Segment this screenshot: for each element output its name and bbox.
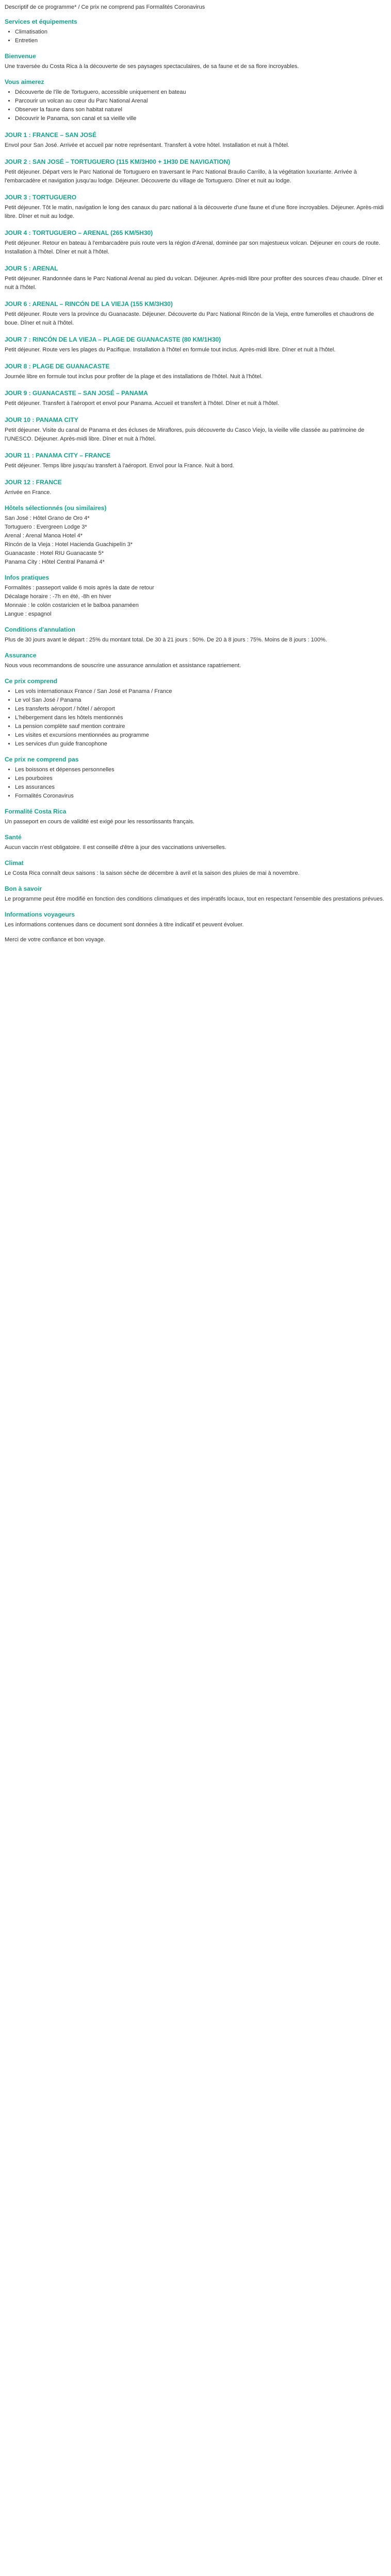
intro-line: Descriptif de ce programme* / Ce prix ne comprend pas Formalités Coronavirus	[5, 4, 205, 10]
day-title: JOUR 6 : ARENAL – RINCÓN DE LA VIEJA (155 KM/3H30)	[5, 300, 173, 308]
assurance-title: Assurance	[5, 652, 37, 659]
day-title: JOUR 1 : FRANCE – SAN JOSÉ	[5, 131, 97, 139]
non-inclus-list	[5, 766, 386, 801]
day-block	[5, 130, 386, 150]
hotels-title: Hôtels sélectionnés (ou similaires)	[5, 504, 107, 512]
services-heading: Services et équipements	[5, 18, 77, 25]
infos-block	[5, 573, 386, 619]
non-inclus-item: • Les boissons et dépenses personnelles	[15, 766, 386, 774]
day-text: Petit déjeuner. Tôt le matin, navigation le long des canaux du parc national à la découverte d'une faune et d'une flore incroyables. Déjeuner. Après-midi libre. Dîner et nuit au lodge.	[5, 205, 384, 219]
infos-title: Infos pratiques	[5, 574, 50, 581]
day-title: JOUR 8 : PLAGE DE GUANACASTE	[5, 363, 110, 370]
climat-text: Le Costa Rica connaît deux saisons : la saison sèche de décembre à avril et la saison des pluies de mai à novembre.	[5, 870, 300, 876]
conditions-block	[5, 625, 386, 645]
day-text: Petit déjeuner. Départ vers le Parc National de Tortuguero en traversant le Parc National Braulio Carrillo, à la végétation luxuriante. Arrivée à l'embarcadère et navigation jusqu'au lodge. Déjeuner. Découverte du village de Tortuguero. Dîner et nuit au lodge.	[5, 169, 357, 184]
vous-aimerez-list	[5, 88, 386, 123]
day-text: Journée libre en formule tout inclus pour profiter de la plage et des installations de l'hôtel. Nuit à l'hôtel.	[5, 374, 263, 380]
day-block	[5, 415, 386, 444]
day-text: Petit déjeuner. Route vers la province du Guanacaste. Déjeuner. Découverte du Parc National Rincón de la Vieja, entre fumerolles et chaudrons de boue. Dîner et nuit à l'hôtel.	[5, 311, 374, 326]
conditions-text: Plus de 30 jours avant le départ : 25% du montant total. De 30 à 21 jours : 50%. De 20 à 8 jours : 75%. Moins de 8 jours : 100%.	[5, 637, 327, 643]
day-title: JOUR 12 : FRANCE	[5, 479, 62, 486]
services-list	[5, 28, 386, 45]
inclus-title: Ce prix comprend	[5, 677, 58, 685]
day-text: Petit déjeuner. Route vers les plages du Pacifique. Installation à l'hôtel en formule tout inclus. Après-midi libre. Dîner et nuit à l'hôtel.	[5, 347, 336, 353]
day-title: JOUR 2 : SAN JOSÉ – TORTUGUERO (115 KM/3H00 + 1H30 DE NAVIGATION)	[5, 158, 231, 165]
vous-aimerez-title: Vous aimerez	[5, 78, 44, 86]
inclus-block	[5, 676, 386, 749]
hotel-item: Guanacaste : Hotel RIU Guanacaste 5*	[5, 550, 104, 556]
hotel-item: Rincón de la Vieja : Hotel Hacienda Guachipelín 3*	[5, 541, 133, 548]
hotel-item: Tortuguero : Evergreen Lodge 3*	[5, 524, 87, 530]
climat-title: Climat	[5, 859, 24, 867]
day-block	[5, 335, 386, 354]
conditions-title: Conditions d'annulation	[5, 626, 75, 633]
day-title: JOUR 4 : TORTUGUERO – ARENAL (265 KM/5H30)	[5, 229, 153, 236]
infos-item: Monnaie : le colón costaricien et le balboa panaméen	[5, 602, 139, 608]
hotel-item: San José : Hôtel Grano de Oro 4*	[5, 515, 90, 521]
vous-aimerez-item: • Parcourir un volcan au cœur du Parc National Arenal	[15, 97, 386, 106]
day-block	[5, 157, 386, 185]
day-block	[5, 478, 386, 497]
inclus-item: • L'hébergement dans les hôtels mentionnés	[15, 714, 386, 722]
day-block	[5, 193, 386, 221]
itinerary	[5, 130, 386, 497]
day-block	[5, 264, 386, 292]
day-text: Petit déjeuner. Transfert à l'aéroport et envol pour Panama. Accueil et transfert à l'hôtel. Dîner et nuit à l'hôtel.	[5, 400, 280, 406]
day-text: Petit déjeuner. Visite du canal de Panama et des écluses de Miraflores, puis découverte du Casco Viejo, la vieille ville classée au patrimoine de l'UNESCO. Déjeuner. Après-midi libre. Dîner et nuit à l'hôtel.	[5, 427, 365, 442]
sante-block	[5, 833, 386, 852]
assurance-block	[5, 651, 386, 670]
day-text: Petit déjeuner. Temps libre jusqu'au transfert à l'aéroport. Envol pour la France. Nuit à bord.	[5, 463, 234, 469]
vous-aimerez-item: • Découverte de l'île de Tortuguero, accessible uniquement en bateau	[15, 88, 386, 97]
day-block	[5, 299, 386, 328]
non-inclus-item: • Les assurances	[15, 783, 386, 792]
day-title: JOUR 3 : TORTUGUERO	[5, 194, 77, 201]
services-item: • Climatisation	[15, 28, 386, 37]
assurance-text: Nous vous recommandons de souscrire une assurance annulation et assistance rapatriement.	[5, 663, 241, 669]
formalite-text: Un passeport en cours de validité est exigé pour les ressortissants français.	[5, 819, 195, 825]
hotel-item: Panama City : Hôtel Central Panamá 4*	[5, 559, 105, 565]
info-voyage-title: Informations voyageurs	[5, 911, 75, 918]
hotel-item: Arenal : Arenal Manoa Hotel 4*	[5, 533, 83, 539]
bienvenue-block	[5, 52, 386, 71]
bienvenue-title: Bienvenue	[5, 53, 36, 60]
inclus-item: • Le vol San José / Panama	[15, 696, 386, 705]
page	[0, 0, 391, 958]
bon-savoir-title: Bon à savoir	[5, 885, 42, 892]
day-block	[5, 388, 386, 408]
non-inclus-item: • Les pourboires	[15, 774, 386, 783]
inclus-item: • La pension complète sauf mention contraire	[15, 722, 386, 731]
vous-aimerez-item: • Découvrir le Panama, son canal et sa vieille ville	[15, 114, 386, 123]
bon-savoir-text: Le programme peut être modifié en fonction des conditions climatiques et des impératifs locaux, tout en respectant l'ensemble des prestations prévues.	[5, 896, 384, 902]
info-voyage-text: Les informations contenues dans ce document sont données à titre indicatif et peuvent évoluer.	[5, 922, 244, 928]
day-text: Petit déjeuner. Retour en bateau à l'embarcadère puis route vers la région d'Arenal, dominée par son majestueux volcan. Déjeuner en cours de route. Installation à l'hôtel. Dîner et nuit à l'hôtel.	[5, 240, 381, 255]
non-inclus-item: • Formalités Coronavirus	[15, 792, 386, 801]
day-title: JOUR 11 : PANAMA CITY – FRANCE	[5, 452, 111, 459]
day-text: Envol pour San José. Arrivée et accueil par notre représentant. Transfert à votre hôtel. Installation et nuit à l'hôtel.	[5, 142, 289, 148]
services-item: • Entretien	[15, 37, 386, 45]
inclus-item: • Les services d'un guide francophone	[15, 740, 386, 749]
day-title: JOUR 5 : ARENAL	[5, 265, 58, 272]
infos-item: Langue : espagnol	[5, 611, 52, 617]
day-text: Arrivée en France.	[5, 489, 52, 496]
day-block	[5, 362, 386, 381]
infos-item: Formalités : passeport valide 6 mois après la date de retour	[5, 585, 154, 591]
climat-block	[5, 858, 386, 878]
formalite-title: Formalité Costa Rica	[5, 808, 67, 815]
bienvenue-text: Une traversée du Costa Rica à la découverte de ses paysages spectaculaires, de sa faune et de sa flore incroyables.	[5, 63, 299, 70]
intro-block	[5, 3, 386, 45]
day-text: Petit déjeuner. Randonnée dans le Parc National Arenal au pied du volcan. Déjeuner. Après-midi libre pour profiter des sources d'eau chaude. Dîner et nuit à l'hôtel.	[5, 276, 383, 291]
footer-text: Merci de votre confiance et bon voyage.	[5, 937, 106, 943]
sante-text: Aucun vaccin n'est obligatoire. Il est conseillé d'être à jour des vaccinations universelles.	[5, 844, 226, 851]
day-title: JOUR 7 : RINCÓN DE LA VIEJA – PLAGE DE GUANACASTE (80 KM/1H30)	[5, 336, 221, 343]
day-title: JOUR 9 : GUANACASTE – SAN JOSÉ – PANAMA	[5, 389, 148, 397]
hotels-block	[5, 503, 386, 567]
non-inclus-title: Ce prix ne comprend pas	[5, 756, 79, 763]
inclus-item: • Les vols internationaux France / San José et Panama / France	[15, 687, 386, 696]
inclus-item: • Les visites et excursions mentionnées au programme	[15, 731, 386, 740]
non-inclus-block	[5, 755, 386, 801]
info-voyage-block	[5, 910, 386, 929]
formalite-block	[5, 807, 386, 826]
day-title: JOUR 10 : PANAMA CITY	[5, 416, 78, 423]
infos-item: Décalage horaire : -7h en été, -8h en hiver	[5, 594, 111, 600]
bon-savoir-block	[5, 884, 386, 904]
sante-title: Santé	[5, 834, 22, 841]
inclus-item: • Les transferts aéroport / hôtel / aéroport	[15, 705, 386, 714]
day-block	[5, 451, 386, 470]
vous-aimerez-block	[5, 77, 386, 123]
vous-aimerez-item: • Observer la faune dans son habitat naturel	[15, 106, 386, 114]
day-block	[5, 228, 386, 257]
inclus-list	[5, 687, 386, 749]
